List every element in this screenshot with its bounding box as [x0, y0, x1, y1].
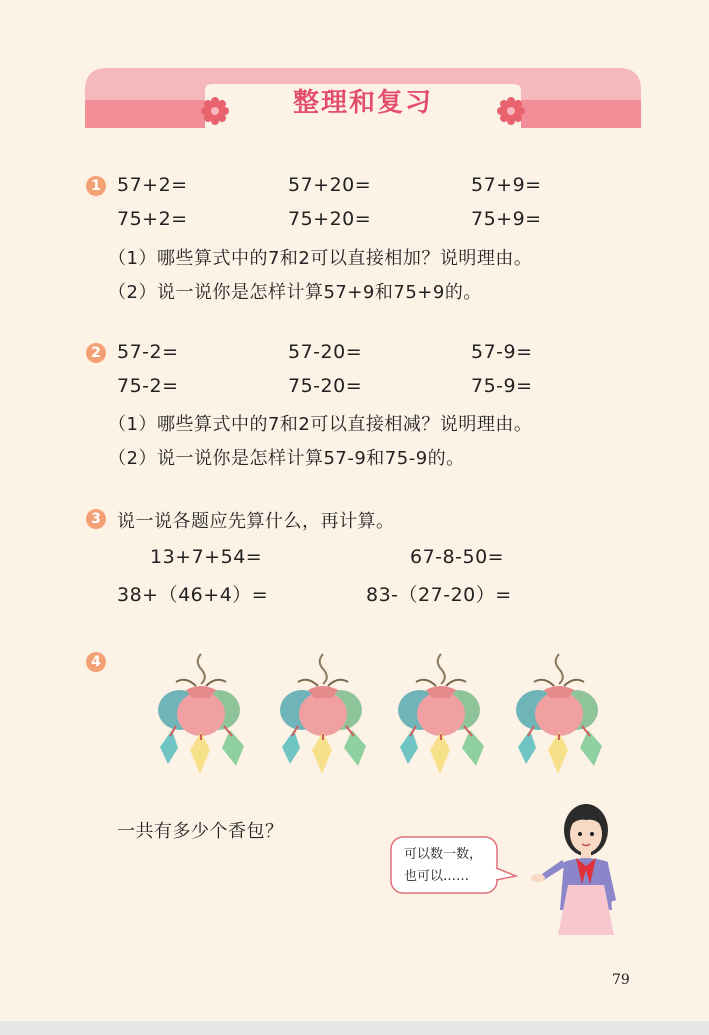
equation: 57+2=: [117, 174, 188, 196]
sachet-bundle: [268, 652, 378, 777]
sachet-bundle: [146, 652, 256, 777]
page-title: 整理和复习: [292, 88, 433, 118]
problem-number-badge: 2: [86, 343, 106, 363]
equation: 57+9=: [471, 174, 542, 196]
problem-number-badge: 1: [86, 176, 106, 196]
title-banner: [85, 68, 641, 128]
equation: 75-2=: [117, 375, 179, 397]
sub-question: （2）说一说你是怎样计算57-9和75-9的。: [108, 448, 465, 469]
speech-text: 可以数一数， 也可以……: [404, 847, 483, 884]
page-number: 79: [612, 972, 630, 988]
instruction: 说一说各题应先算什么，再计算。: [117, 511, 395, 532]
equation: 83-（27-20）=: [366, 584, 512, 606]
equation: 57-20=: [288, 341, 363, 363]
sachet-bundle: [504, 652, 614, 777]
sachet-bundle: [386, 652, 496, 777]
girl-illustration: [528, 800, 623, 935]
equation: 75+2=: [117, 208, 188, 230]
speech-bubble: [390, 836, 498, 894]
bottom-strip: [0, 1021, 709, 1035]
equation: 75+20=: [288, 208, 372, 230]
problem-number-badge: 3: [86, 509, 106, 529]
equation: 75+9=: [471, 208, 542, 230]
sub-question: （1）哪些算式中的7和2可以直接相加？说明理由。: [108, 248, 533, 269]
problem-number-badge: 4: [86, 652, 106, 672]
equation: 57+20=: [288, 174, 372, 196]
equation: 57-9=: [471, 341, 533, 363]
sub-question: （2）说一说你是怎样计算57+9和75+9的。: [108, 282, 482, 303]
equation: 75-9=: [471, 375, 533, 397]
equation: 67-8-50=: [410, 546, 505, 568]
equation: 13+7+54=: [150, 546, 263, 568]
equation: 38+（46+4）=: [117, 584, 269, 606]
equation: 75-20=: [288, 375, 363, 397]
equation: 57-2=: [117, 341, 179, 363]
question: 一共有多少个香包？: [117, 821, 284, 842]
sub-question: （1）哪些算式中的7和2可以直接相减？说明理由。: [108, 414, 533, 435]
